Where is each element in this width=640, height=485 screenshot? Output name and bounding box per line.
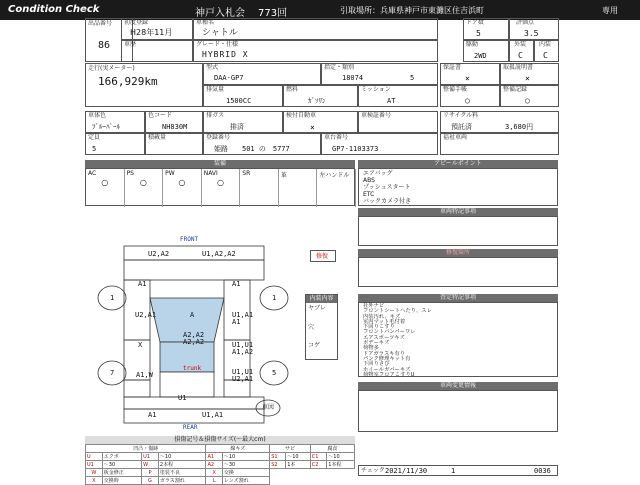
manual-box xyxy=(500,63,559,85)
legend-cell: L xyxy=(206,477,222,485)
legend-cell: S1 xyxy=(270,453,286,461)
capacity-box xyxy=(85,133,145,155)
dmg-l1: A1 xyxy=(138,280,147,288)
inspector-line: ボデーキズ xyxy=(363,340,390,347)
welfare-box xyxy=(440,133,559,155)
inspector-line: フロントシートへたり、スレ xyxy=(363,308,432,315)
rear-label: REAR xyxy=(183,424,198,431)
emission-label: 排ガス xyxy=(206,112,225,119)
repair-header: 修復箇所 xyxy=(358,249,558,257)
dmg-r4: U1,U1 U2,A1 xyxy=(232,368,254,383)
equipment-item-mark: ○ xyxy=(178,178,186,187)
legend-head: 腐食 xyxy=(310,445,354,453)
ref-label: 車図 xyxy=(262,404,275,411)
chassis-box xyxy=(121,40,193,62)
model-name: シャトル xyxy=(202,28,238,38)
displacement-label: 排気量 xyxy=(206,86,225,93)
inspector-box xyxy=(358,302,558,377)
load-label: 積載量 xyxy=(148,134,167,141)
legend-cell: 塗装不良 xyxy=(158,469,206,477)
inspector-line: 内装汚れ、キズ xyxy=(363,313,401,320)
inspector-header: 査定特記事項 xyxy=(358,294,558,302)
legend-row xyxy=(86,461,355,469)
header-right: 専用 xyxy=(602,6,618,15)
legend-cell: X xyxy=(86,477,103,485)
manual: × xyxy=(525,74,530,83)
designation-box xyxy=(321,63,438,85)
first-reg-box xyxy=(121,18,193,40)
equipment-item xyxy=(240,169,279,207)
legend-head-row xyxy=(86,445,355,453)
appeal-line: プッシュスタート xyxy=(363,184,411,191)
special-header: 車両特記事項 xyxy=(358,208,558,216)
appeal-lines xyxy=(363,170,411,205)
inspector-line: ドアガラスキ有り xyxy=(363,350,406,357)
equipment-item xyxy=(163,169,202,207)
doors-label: ドア数 xyxy=(466,19,484,26)
legend-cell: U1 xyxy=(86,461,103,469)
mileage-box xyxy=(85,63,203,107)
mileage-label: 走行(実メーター) xyxy=(88,65,135,72)
legend-cell: G xyxy=(142,477,159,485)
front-label: FRONT xyxy=(180,236,199,243)
legend-table xyxy=(85,444,355,485)
history-box xyxy=(358,390,558,432)
legend-cell: 交換時 xyxy=(102,477,141,485)
header-bar xyxy=(0,0,640,20)
inspector-line: 下回りこすり xyxy=(363,324,395,331)
score-box xyxy=(509,18,559,40)
inspector-lines xyxy=(363,304,432,378)
grade-box xyxy=(193,40,438,62)
legend-cell: U xyxy=(86,453,103,461)
type-label: 型式 xyxy=(206,64,219,71)
dmg-r2: U1,A1 A1 xyxy=(232,311,254,326)
grade-label: グレード・仕様 xyxy=(196,41,239,48)
int-grade: C xyxy=(543,51,548,60)
equipment-item-mark: ○ xyxy=(216,178,224,187)
repair-box xyxy=(358,257,558,287)
score-label: 評価点 xyxy=(516,19,535,26)
designation: 18074 xyxy=(342,74,364,82)
maint-box xyxy=(440,85,500,107)
legend-cell: 板金修正 xyxy=(102,469,141,477)
warranty-label: 保証書 xyxy=(443,64,462,71)
tire-tr: 1 xyxy=(272,294,277,302)
legend-cell: エクボ xyxy=(102,453,141,461)
pickup-location: 引取場所：兵庫県神戸市東灘区住吉浜町 xyxy=(340,6,484,15)
legend-cell: ～30 xyxy=(222,461,269,469)
color-box xyxy=(85,111,145,133)
legend-cell: ～10 xyxy=(286,453,311,461)
legend-cell: W xyxy=(142,461,159,469)
dmg-b3: U1,A1 xyxy=(202,411,224,419)
drive: 2WD xyxy=(474,52,487,60)
tire-bl: 7 xyxy=(110,369,115,377)
legend-cell: ～10 xyxy=(327,453,355,461)
appeal-line: ETC xyxy=(363,191,375,198)
dmg-top1: U2,A2 xyxy=(148,250,170,258)
color-code-label: 色コード xyxy=(148,112,173,119)
welfare-label: 福祉車両 xyxy=(443,134,468,141)
lot-number: 86 xyxy=(98,40,111,51)
dmg-c2: A2,A2 A2,A2 xyxy=(183,331,205,346)
displacement: 1500CC xyxy=(226,97,252,105)
displacement-box xyxy=(203,85,283,107)
equipment-item-label: 左ハンドル xyxy=(319,172,350,179)
mission: AT xyxy=(387,97,396,105)
vin-box xyxy=(321,133,438,155)
equipment-item-label: PS xyxy=(126,170,134,177)
legend-cell: A1 xyxy=(206,453,222,461)
legend-cell: ～10 xyxy=(158,453,206,461)
equipment-item-label: AC xyxy=(88,170,97,177)
session-number: 773回 xyxy=(258,8,288,19)
equipment-item-label: 革 xyxy=(280,172,287,179)
legend-cell: U1 xyxy=(142,453,159,461)
ext-box xyxy=(509,40,534,62)
fuel-label: 燃料 xyxy=(286,86,299,93)
emission-box xyxy=(203,111,283,133)
color-label: 車体色 xyxy=(88,112,107,119)
designation-label: 指定・類別 xyxy=(324,64,355,71)
dmg-l4: A1,W xyxy=(136,371,153,379)
legend-cell: 交換 xyxy=(222,469,269,477)
legend-cell: 2本程 xyxy=(158,461,206,469)
dmg-b2: A1 xyxy=(148,411,157,419)
doors: 5 xyxy=(476,29,481,38)
legend-cell: W xyxy=(86,469,103,477)
inspector-line: 室内マット毛付着 xyxy=(363,318,406,325)
equipment-item xyxy=(279,169,318,207)
appeal-line: バックカメラ付き xyxy=(363,198,412,205)
capacity: 5 xyxy=(92,145,97,153)
content-box xyxy=(305,294,338,360)
footer-box xyxy=(358,465,558,476)
equipment-item xyxy=(202,169,241,207)
tire-tl: 1 xyxy=(110,294,115,302)
ext-label: 外装 xyxy=(514,41,527,48)
mission-box xyxy=(358,85,438,107)
legend-cell: P xyxy=(142,469,159,477)
dmg-b1: U1 xyxy=(178,394,187,402)
warranty: × xyxy=(465,74,470,83)
check-code: 0036 xyxy=(534,467,551,475)
inspector-line: 荷物室フロアこすりU xyxy=(363,371,415,378)
fuel-box xyxy=(283,85,358,107)
equipment-item-mark: ○ xyxy=(101,178,109,187)
plate-number: 姫路 501 の 5777 xyxy=(214,145,290,153)
legend-head: サビ xyxy=(270,445,311,453)
body-color: ﾌﾞﾙｰﾊﾟｰﾙ xyxy=(92,123,120,131)
grade: HYBRID X xyxy=(202,50,249,59)
inspector-line: ホイールガバーキズ xyxy=(363,366,411,373)
maint-label: 整備手帳 xyxy=(443,86,468,93)
equipment-item-label: SR xyxy=(242,170,251,177)
history-header: 車両変更情報 xyxy=(358,382,558,390)
vin: GP7-1103373 xyxy=(332,145,379,153)
model-type: DAA-GP7 xyxy=(214,74,244,82)
legend-cell: ～10 xyxy=(222,453,269,461)
vin-label: 車台番号 xyxy=(324,134,349,141)
dmg-l3: X xyxy=(138,341,143,349)
manual-label: 取扱説明書 xyxy=(503,64,534,71)
legend-header: 損傷記号＆損傷サイズ(～最大cm) xyxy=(85,436,355,444)
inspection-box xyxy=(283,111,358,133)
dmg-r1: A1 xyxy=(232,280,241,288)
check-date: 2021/11/30 xyxy=(385,467,428,475)
mileage: 166,929km xyxy=(98,75,158,88)
plan-box xyxy=(358,111,438,133)
color-code-box xyxy=(145,111,203,133)
repair-mark-label: 修復 xyxy=(316,253,329,260)
recycle-amount: 3,680円 xyxy=(505,123,534,131)
recycle-status: 預託済 xyxy=(451,123,472,131)
check-count: 1 xyxy=(451,467,456,475)
legend-cell: ガラス割れ xyxy=(158,477,206,485)
appeal-line: ABS xyxy=(363,177,375,184)
model-box xyxy=(193,18,438,40)
first-reg: H28年11月 xyxy=(130,28,173,37)
inspector-line: 社外ナビ xyxy=(363,303,385,309)
legend-row xyxy=(86,453,355,461)
maint-book: ○ xyxy=(465,96,470,105)
dmg-top2: U1,A2,A2 xyxy=(202,250,236,258)
drive-label: 駆動 xyxy=(466,41,479,48)
inspection: × xyxy=(310,123,315,132)
load-box xyxy=(145,133,203,155)
recycle-label: リサイクル料 xyxy=(443,112,479,119)
fuel: ｶﾞｿﾘﾝ xyxy=(308,97,326,105)
legend-row xyxy=(86,477,355,485)
class-number: 5 xyxy=(410,74,415,82)
legend-cell: レンズ割れ xyxy=(222,477,269,485)
special-box xyxy=(358,216,558,246)
equipment-header: 装備 xyxy=(85,160,355,168)
equipment-item xyxy=(86,169,125,207)
record-label: 整備記録 xyxy=(503,86,528,93)
legend-cell: S2 xyxy=(270,461,286,469)
score: 3.5 xyxy=(524,29,539,38)
content-item-1: ヤブレ xyxy=(308,305,326,312)
drive-box xyxy=(463,40,509,62)
emission: 排済 xyxy=(230,123,244,131)
maint-record: ○ xyxy=(525,96,530,105)
legend-cell: C1 xyxy=(310,453,327,461)
first-reg-label: 初度登録 xyxy=(124,19,149,26)
int-label: 内装 xyxy=(539,41,552,48)
legend-cell: A2 xyxy=(206,461,222,469)
equipment-item xyxy=(125,169,164,207)
dmg-l2: U2,A1 xyxy=(135,311,157,319)
inspector-line: 荷物多 xyxy=(363,345,379,352)
equipment-item xyxy=(317,169,356,207)
dmg-r3: U1,U1 A1,A2 xyxy=(232,341,254,356)
ext-grade: C xyxy=(518,51,523,60)
inspector-line: パンク修理キット有 xyxy=(363,355,411,362)
plan-label: 車検証番号 xyxy=(361,112,392,119)
inspector-line: エアスポーツキズ xyxy=(363,334,405,341)
type-box xyxy=(203,63,321,85)
appeal-header: アピールポイント xyxy=(358,160,558,168)
recycle-box xyxy=(440,111,559,133)
legend-cell: C2 xyxy=(310,461,327,469)
chassis-label: 車歴 xyxy=(124,41,137,48)
dmg-c: A xyxy=(190,311,195,319)
equipment-item-label: PW xyxy=(165,170,175,177)
content-item-2: 穴 xyxy=(308,324,315,331)
legend-head: 凹凸・傷跡 xyxy=(86,445,206,453)
equipment-item-label: NAVI xyxy=(203,170,218,177)
capacity-label: 定員 xyxy=(88,134,101,141)
int-box xyxy=(534,40,559,62)
content-item-3: コゲ xyxy=(308,342,321,349)
warranty-box xyxy=(440,63,500,85)
appeal-line: エアバッグ xyxy=(363,170,393,177)
model-label: 車種名 xyxy=(196,19,215,26)
legend-head: 線キズ xyxy=(206,445,270,453)
legend-row xyxy=(86,469,355,477)
trunk-label: trunk xyxy=(183,365,202,372)
brand-title: Condition Check xyxy=(8,4,100,15)
auction-name: 神戸入札会 xyxy=(195,8,245,19)
legend-cell: 1本 xyxy=(286,461,311,469)
doors-box xyxy=(463,18,509,40)
record-box xyxy=(500,85,559,107)
plate-label: 登録番号 xyxy=(206,134,231,141)
check-label: チェック xyxy=(361,467,385,474)
inspector-line: 下回りさび xyxy=(363,361,390,368)
legend-cell: ～30 xyxy=(102,461,141,469)
inspector-line: フロントバンパーワレ xyxy=(363,329,416,336)
mission-label: ミッション xyxy=(361,86,391,93)
equipment-item-mark: ○ xyxy=(139,178,147,187)
legend-cell: X xyxy=(206,469,222,477)
content-header: 内装内容 xyxy=(306,295,337,303)
legend-cell: 1本程 xyxy=(327,461,355,469)
plate-box xyxy=(203,133,321,155)
repair-mark xyxy=(310,250,336,262)
lot-label: 出品番号 xyxy=(88,20,113,27)
color-code: NH830M xyxy=(162,123,188,131)
equipment-table xyxy=(85,168,355,206)
tire-br: 5 xyxy=(272,369,277,377)
appeal-box xyxy=(358,168,558,206)
inspection-label: 検付自動車 xyxy=(286,112,317,119)
